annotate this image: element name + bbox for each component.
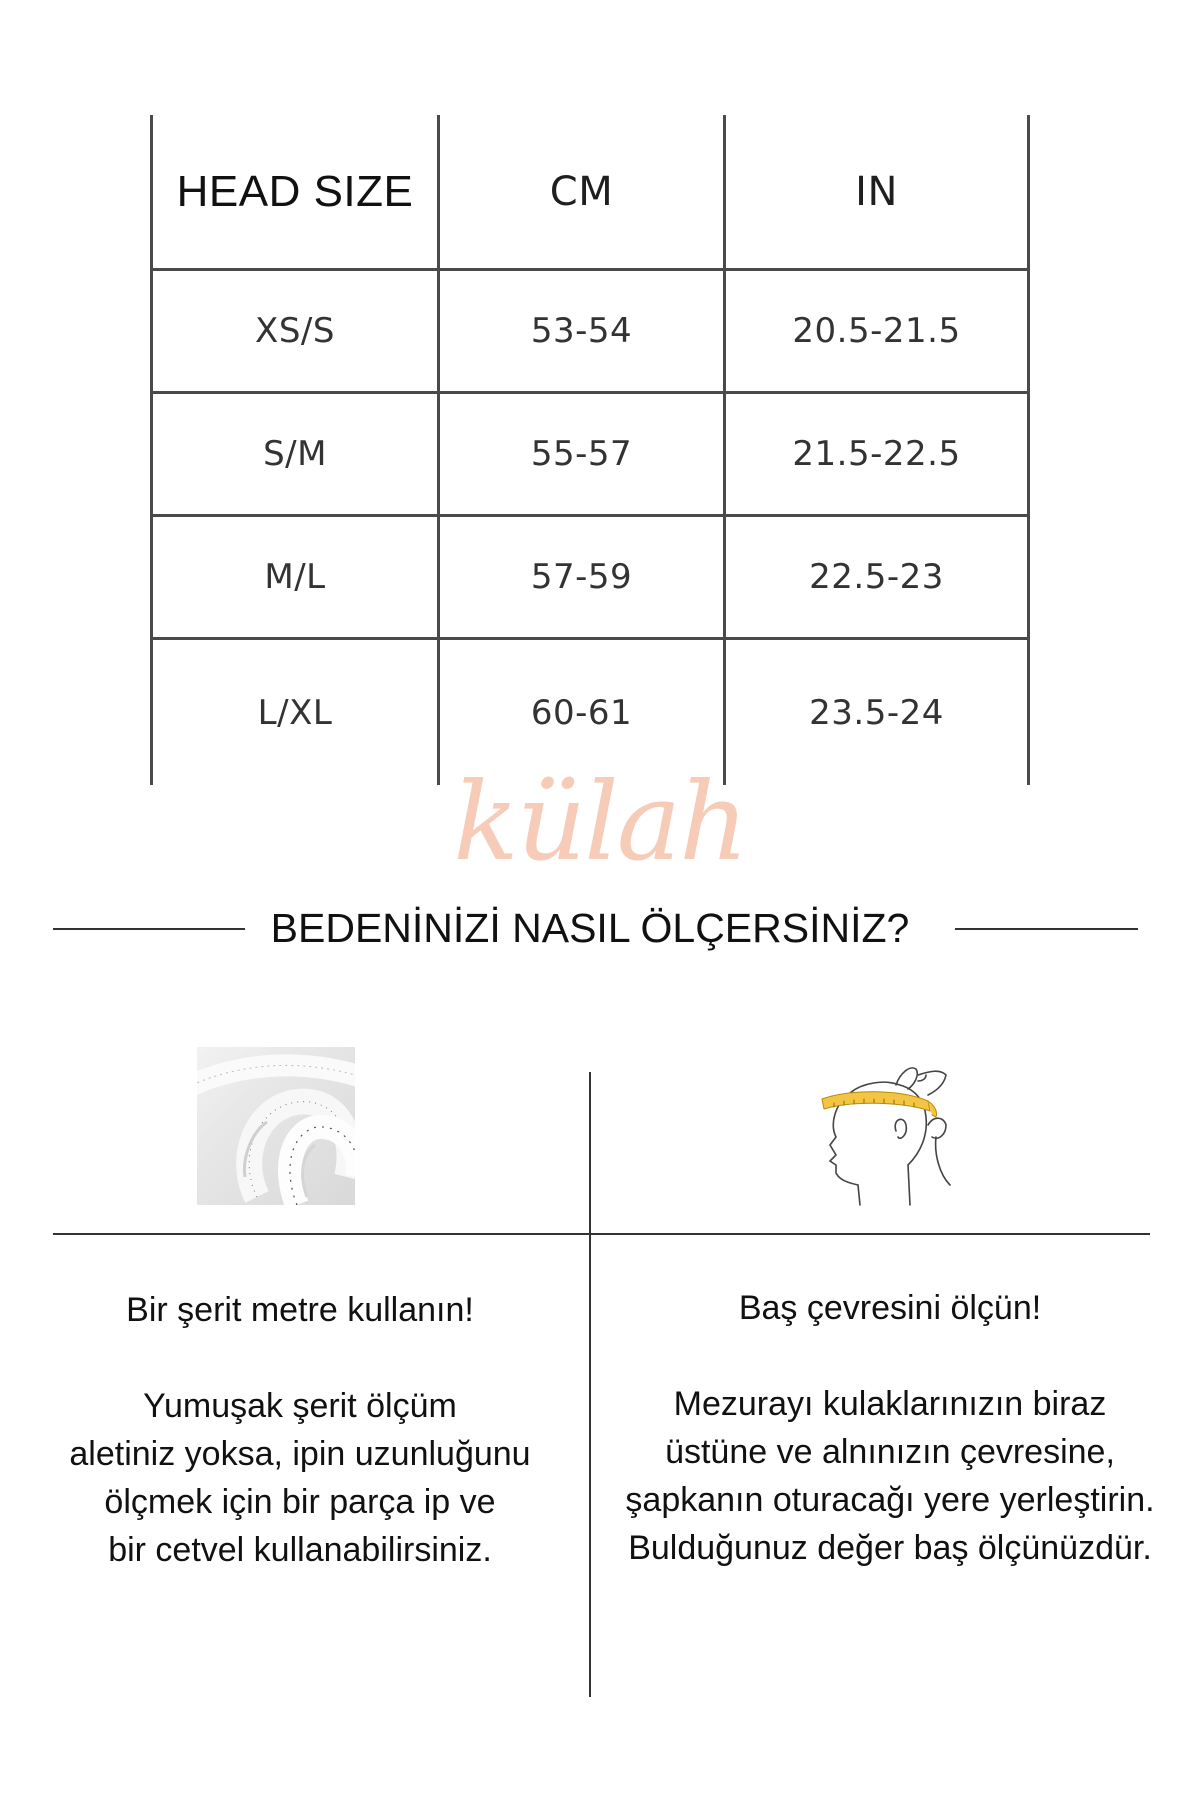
brand-logo: külah (453, 760, 747, 885)
left-instructions-body: Yumuşak şerit ölçüm aletiniz yoksa, ipin uzunluğunu ölçmek için bir parça ip ve bir cetvel kullanabilirsiniz. (69, 1387, 531, 1569)
in-value-cell: 22.5-23 (809, 557, 944, 597)
in-value-cell: 20.5-21.5 (792, 311, 961, 351)
head-measuring-icon (800, 1045, 960, 1207)
size-label-cell: L/XL (257, 692, 333, 733)
title-rule-left (53, 928, 245, 930)
size-label-cell: XS/S (255, 311, 335, 351)
column-header-cm: CM (549, 168, 614, 215)
table-border-right (1027, 115, 1030, 785)
left-instructions-title: Bir şerit metre kullanın! (126, 1291, 474, 1329)
title-rule-right (955, 928, 1138, 930)
column-header-in: IN (855, 168, 898, 215)
cm-value-cell: 57-59 (530, 557, 633, 597)
right-instructions (600, 1284, 1180, 1572)
cm-value-cell: 55-57 (530, 434, 633, 474)
right-instructions-body: Mezurayı kulaklarınızın biraz üstüne ve alnınızın çevresine, şapkanın oturacağı yere yerleştirin. Bulduğunuz değer baş ölçünüzdür. (625, 1385, 1155, 1567)
panel-divider-horizontal (53, 1233, 1150, 1235)
panel-divider-vertical (589, 1072, 591, 1697)
size-label-cell: S/M (263, 434, 327, 474)
column-header-head-size: HEAD SIZE (176, 166, 414, 216)
left-instructions (40, 1286, 560, 1574)
section-title: BEDENİNİZİ NASIL ÖLÇERSİNİZ? (270, 905, 910, 951)
cm-value-cell: 60-61 (530, 692, 633, 733)
in-value-cell: 21.5-22.5 (792, 434, 961, 474)
measuring-tape-icon (197, 1047, 355, 1205)
size-chart-table (150, 115, 1030, 785)
right-instructions-title: Baş çevresini ölçün! (738, 1289, 1042, 1327)
cm-value-cell: 53-54 (530, 311, 633, 351)
in-value-cell: 23.5-24 (809, 692, 944, 733)
size-label-cell: M/L (264, 557, 326, 597)
